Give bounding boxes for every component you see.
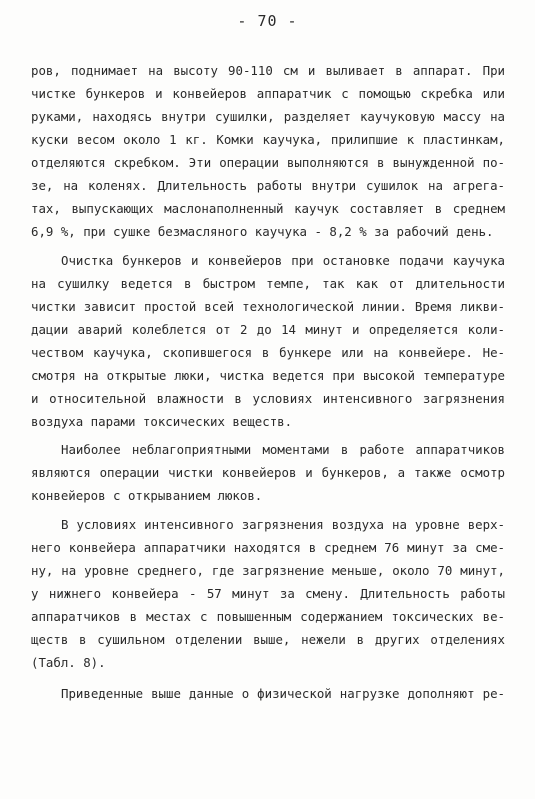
paragraph-first-line: В условиях интенсивного загрязнения воздуха на уровне верх- <box>61 517 505 532</box>
text-line: 6,9 %, при сушке безмасляного каучука - 8,2 % за рабочий день. <box>31 224 494 239</box>
text-line: ну, на уровне среднего, где загрязнение меньше, около 70 минут, <box>31 563 505 578</box>
paragraph-first-line: Наиболее неблагоприятными моментами в работе аппаратчиков <box>61 442 505 457</box>
text-line: дации аварий колеблется от 2 до 14 минут и определяется коли- <box>31 322 505 337</box>
text-line: являются операции чистки конвейеров и бункеров, а также осмотр <box>31 465 505 480</box>
text-line: чеством каучука, скопившегося в бункере или на конвейере. Не- <box>31 345 505 360</box>
text-line: чистке бункеров и конвейеров аппаратчик с помощью скребка или <box>31 86 505 101</box>
text-line: воздуха парами токсических веществ. <box>31 414 293 429</box>
text-line: руками, находясь внутри сушилки, разделяет каучуковую массу на <box>31 109 505 124</box>
text-line: аппаратчиков в местах с повышенным содержанием токсических ве- <box>31 609 505 624</box>
text-line: него конвейера аппаратчики находятся в среднем 76 минут за сме- <box>31 540 505 555</box>
text-line: ров, поднимает на высоту 90-110 см и выливает в аппарат. При <box>31 63 505 78</box>
text-line: ществ в сушильном отделении выше, нежели в других отделениях <box>31 632 505 647</box>
text-line: конвейеров с открыванием люков. <box>31 488 263 503</box>
paragraph-first-line: Приведенные выше данные о физической нагрузке дополняют ре- <box>61 686 505 701</box>
text-line: и относительной влажности в условиях интенсивного загрязнения <box>31 391 505 406</box>
text-line: куски весом около 1 кг. Комки каучука, прилипшие к пластинкам, <box>31 132 505 147</box>
text-line: (Табл. 8). <box>31 655 106 670</box>
text-line: на сушилку ведется в быстром темпе, так как от длительности <box>31 276 505 291</box>
text-line: тах, выпускающих маслонаполненный каучук составляет в среднем <box>31 201 505 216</box>
page-number: - 70 - <box>237 12 298 30</box>
text-line: отделяются скребком. Эти операции выполняются в вынужденной по- <box>31 155 505 170</box>
text-line: смотря на открытые люки, чистка ведется при высокой температуре <box>31 368 505 383</box>
text-line: чистки зависит простой всей технологической линии. Время ликви- <box>31 299 505 314</box>
paragraph-first-line: Очистка бункеров и конвейеров при остановке подачи каучука <box>61 253 505 268</box>
text-line: у нижнего конвейера - 57 минут за смену. Длительность работы <box>31 586 505 601</box>
text-line: зе, на коленях. Длительность работы внутри сушилок на агрега- <box>31 178 505 193</box>
